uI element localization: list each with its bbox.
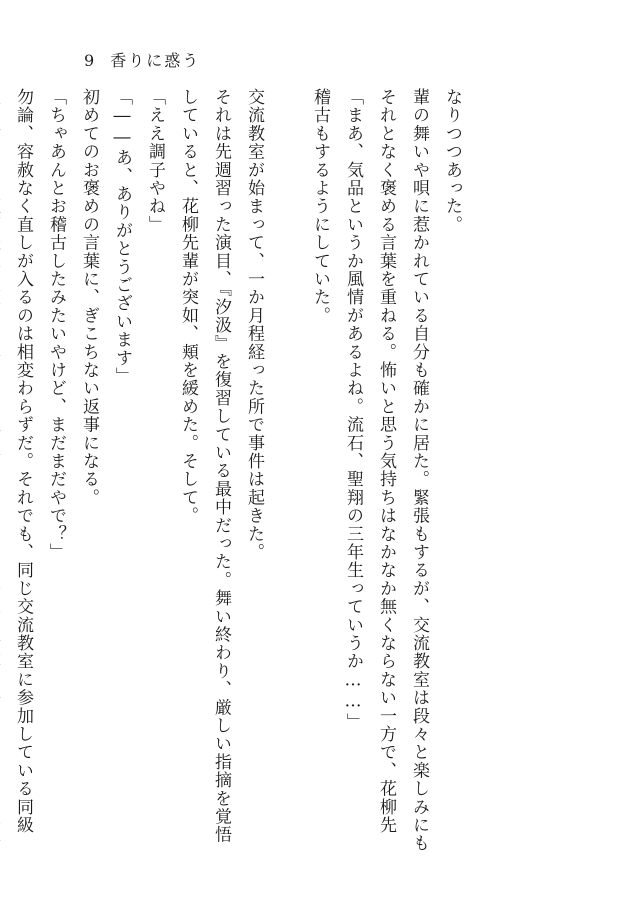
- text-line: 輩の舞いや唄に惹かれている自分も確かに居た。緊張もするが、交流教室は段々と楽しみにも: [409, 88, 429, 853]
- text-line: 交流教室が始まって、一か月程経った所で事件は起きた。: [244, 88, 264, 562]
- chapter-title: 香りに惑う: [110, 51, 201, 70]
- text-line: 初めてのお褒めの言葉に、ぎこちない返事になる。: [79, 88, 99, 507]
- text-line: [0, 88, 6, 888]
- blank-line: [270, 88, 303, 888]
- page-number: 9: [84, 51, 97, 70]
- text-line: なりつつあった。: [442, 88, 462, 234]
- text-line: 「ええ調子やね」: [145, 88, 165, 234]
- text-line: 「ちゃあんとお稽古したみたいやけど、まだまだやで？」: [46, 88, 66, 562]
- text-line: していると、花柳先輩が突如、頬を緩めた。そして。: [178, 88, 198, 525]
- text-line: 「――あ、ありがとうございます」: [112, 88, 132, 386]
- text-line: 勿論、容赦なく直しが入るのは相変わらずだ。それでも、同じ交流教室に参加している同級: [13, 88, 33, 835]
- text-line: それとなく褒める言葉を重ねる。怖いと思う気持ちはなかなか無くならない一方で、花柳先: [376, 88, 396, 835]
- text-line: 稽古もするようにしていた。: [310, 88, 330, 325]
- text-line: 「まあ、気品というか風情があるよね。流石、聖翔の三年生っていうか……」: [343, 88, 363, 731]
- text-line: それは先週習った演目、『汐汲』を復習している最中だった。舞い終わり、厳しい指摘を覚悟: [211, 88, 231, 844]
- body-text: [0, 88, 468, 888]
- running-header: [84, 48, 200, 71]
